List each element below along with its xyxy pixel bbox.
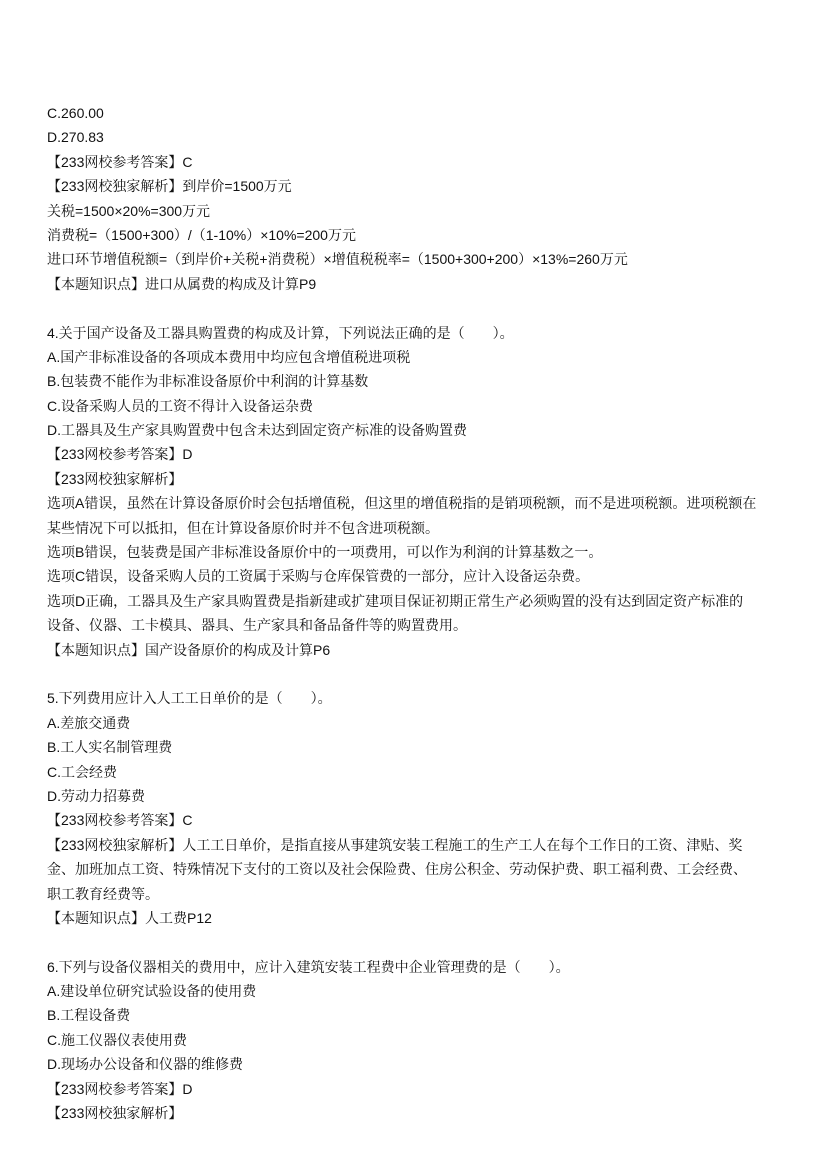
text-line: 某些情况下可以抵扣，但在计算设备原价时并不包含进项税额。 xyxy=(47,519,439,536)
text-line: C.施工仪器仪表使用费 xyxy=(47,1031,187,1048)
text-line: 4.关于国产设备及工器具购置费的构成及计算，下列说法正确的是（ ）。 xyxy=(47,324,514,341)
blank-line xyxy=(47,296,807,320)
text-line: 设备、仪器、工卡模具、器具、生产家具和备品备件等的购置费用。 xyxy=(47,617,467,634)
text-line: C.260.00 xyxy=(47,105,104,121)
text-line: 【233网校参考答案】C xyxy=(47,812,193,829)
text-line: A.国产非标准设备的各项成本费用中均应包含增值税进项税 xyxy=(47,348,411,365)
document-page xyxy=(47,101,807,1125)
text-line: D.劳动力招募费 xyxy=(47,787,145,804)
text-line: 【233网校参考答案】D xyxy=(47,446,193,463)
text-line: 【本题知识点】进口从属费的构成及计算P9 xyxy=(47,275,317,292)
text-line: 【233网校独家解析】人工工日单价，是指直接从事建筑安装工程施工的生产工人在每个工作日的工资、津贴、奖 xyxy=(47,836,743,853)
text-line: B.工程设备费 xyxy=(47,1007,131,1024)
text-line: 消费税=（1500+300）/（1-10%）×10%=200万元 xyxy=(47,226,356,243)
text-line: 【233网校参考答案】C xyxy=(47,153,193,170)
text-line: 选项D正确，工器具及生产家具购置费是指新建或扩建项目保证初期正常生产必须购置的没有达到固定资产标准的 xyxy=(47,592,744,609)
blank-line xyxy=(47,662,807,686)
text-line: 【本题知识点】人工费P12 xyxy=(47,909,212,926)
text-line: 金、加班加点工资、特殊情况下支付的工资以及社会保险费、住房公积金、劳动保护费、职工福利费、工会经费、 xyxy=(47,861,747,878)
text-line: 进口环节增值税额=（到岸价+关税+消费税）×增值税税率=（1500+300+200）×13%=260万元 xyxy=(47,251,628,268)
text-line: B.工人实名制管理费 xyxy=(47,739,173,756)
text-line: 关税=1500×20%=300万元 xyxy=(47,202,211,219)
text-line: 5.下列费用应计入人工工日单价的是（ ）。 xyxy=(47,690,332,707)
text-line: 【233网校参考答案】D xyxy=(47,1080,193,1097)
text-line: D.现场办公设备和仪器的维修费 xyxy=(47,1056,243,1073)
text-line: 选项B错误，包装费是国产非标准设备原价中的一项费用，可以作为利润的计算基数之一。 xyxy=(47,544,603,561)
text-line: D.270.83 xyxy=(47,129,104,146)
text-line: 【本题知识点】国产设备原价的构成及计算P6 xyxy=(47,641,331,658)
text-line: A.建设单位研究试验设备的使用费 xyxy=(47,983,257,1000)
text-line: 选项A错误，虽然在计算设备原价时会包括增值税，但这里的增值税指的是销项税额，而不是进项税额。进项税额在 xyxy=(47,495,757,512)
text-line: D.工器具及生产家具购置费中包含未达到固定资产标准的设备购置费 xyxy=(47,422,467,439)
text-line: B.包装费不能作为非标准设备原价中利润的计算基数 xyxy=(47,373,369,390)
blank-line xyxy=(47,930,807,954)
text-line: C.设备采购人员的工资不得计入设备运杂费 xyxy=(47,397,313,414)
text-line: A.差旅交通费 xyxy=(47,714,131,731)
text-line: C.工会经费 xyxy=(47,763,117,780)
text-line: 选项C错误，设备采购人员的工资属于采购与仓库保管费的一部分，应计入设备运杂费。 xyxy=(47,568,590,585)
text-line: 6.下列与设备仪器相关的费用中，应计入建筑安装工程费中企业管理费的是（ ）。 xyxy=(47,958,570,975)
text-line: 【233网校独家解析】到岸价=1500万元 xyxy=(47,178,292,195)
text-line: 【233网校独家解析】 xyxy=(47,470,183,487)
text-line: 职工教育经费等。 xyxy=(47,885,159,902)
text-line: 【233网校独家解析】 xyxy=(47,1105,183,1122)
